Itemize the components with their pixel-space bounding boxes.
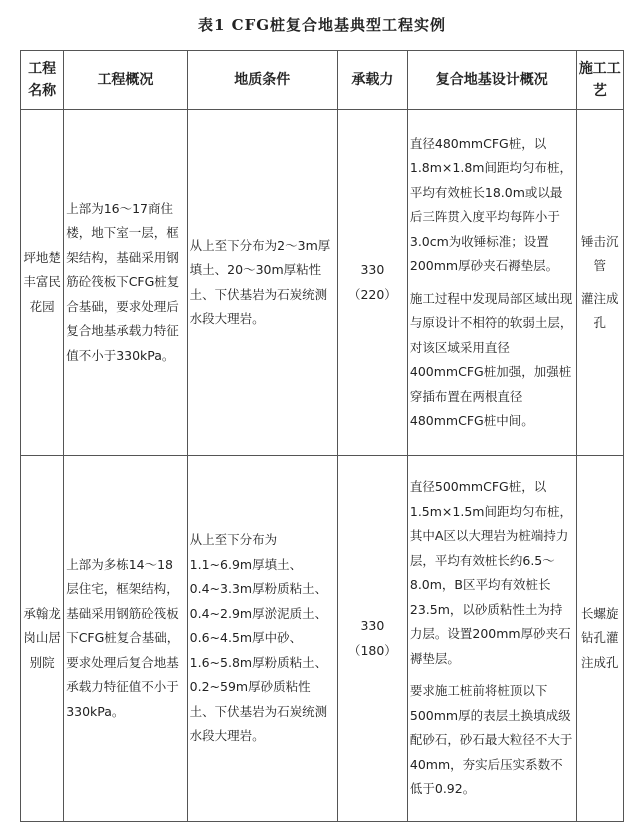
cell-capacity: 330（220） [337, 110, 407, 456]
col-header-overview: 工程概况 [64, 51, 187, 110]
table-row [21, 110, 624, 456]
cfg-table [20, 50, 624, 822]
process-line: 灌注成孔 [581, 290, 619, 330]
cell-process [576, 110, 623, 456]
table-caption: 表1 CFG桩复合地基典型工程实例 [197, 16, 447, 34]
col-header-name: 工程名称 [21, 51, 64, 110]
table-header-row [21, 51, 624, 110]
design-paragraph: 要求施工桩前将桩顶以下500mm厚的表层土换填成级配砂石，砂石最大粒径不大于40mm，夯实后压实系数不低于0.92。 [409, 683, 573, 797]
col-header-geology: 地质条件 [187, 51, 337, 110]
col-header-capacity: 承载力 [337, 51, 407, 110]
process-line: 锤击沉管 [581, 233, 619, 273]
design-paragraph: 直径500mmCFG桩，以1.5m×1.5m间距均匀布桩，其中A区以大理岩为桩端持力层，平均有效桩长约6.5～8.0m，B区平均有效桩长23.5m，以砂质粘性土为持力层。设置200mm厚砂夹石褥垫层。 [409, 479, 572, 666]
cell-overview: 上部为多栋14～18层住宅，框架结构，基础采用钢筋砼筏板下CFG桩复合基础，要求处理后复合地基承载力特征值不小于330kPa。 [64, 456, 187, 822]
process-line: 长螺旋钻孔灌注成孔 [581, 605, 619, 670]
table-row [21, 456, 624, 822]
col-header-process: 施工工艺 [576, 51, 623, 110]
cell-process [576, 456, 623, 822]
design-paragraph: 施工过程中发现局部区域出现与原设计不相符的软弱土层，对该区域采用直径400mmCFG桩加强，加强桩穿插布置在两根直径480mmCFG桩中间。 [409, 290, 573, 428]
cell-design [407, 456, 576, 822]
cell-geology: 从上至下分布为1.1~6.9m厚填土、0.4~3.3m厚粉质粘土、0.4~2.9m厚淤泥质土、0.6~4.5m厚中砂、1.6~5.8m厚粉质粘土、0.2~59m厚砂质粘性土、下伏基岩为石炭统测水段大理岩。 [187, 456, 337, 822]
cell-project-name: 承翰龙岗山居别院 [21, 456, 64, 822]
cell-geology: 从上至下分布为2～3m厚填土、20～30m厚粘性土、下伏基岩为石炭统测水段大理岩。 [187, 110, 337, 456]
col-header-design: 复合地基设计概况 [407, 51, 576, 110]
cell-design [407, 110, 576, 456]
cell-project-name: 坪地楚丰富民花园 [21, 110, 64, 456]
cell-capacity: 330（180） [337, 456, 407, 822]
cell-overview: 上部为16～17商住楼，地下室一层，框架结构，基础采用钢筋砼筏板下CFG桩复合基础，要求处理后复合地基承载力特征值不小于330kPa。 [64, 110, 187, 456]
design-paragraph: 直径480mmCFG桩，以1.8m×1.8m间距均匀布桩，平均有效桩长18.0m或以最后三阵贯入度平均每阵小于3.0cm为收锤标准；设置200mm厚砂夹石褥垫层。 [409, 135, 572, 273]
